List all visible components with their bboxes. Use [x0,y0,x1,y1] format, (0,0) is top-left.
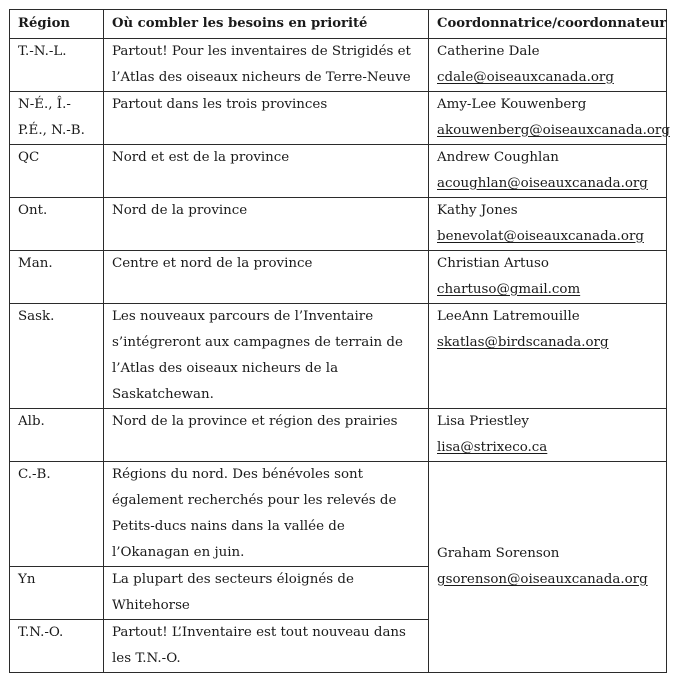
table-row [10,462,667,567]
coordinator-name: Kathy Jones [437,203,518,218]
needs-cell: Partout! L’Inventaire est tout nouveau dans les T.N.-O. [104,620,429,673]
needs-cell: Centre et nord de la province [104,251,429,304]
region-cell [10,92,104,145]
table-row [10,409,667,462]
coordinator-name: Amy-Lee Kouwenberg [437,97,587,112]
region-cell: Yn [10,567,104,620]
region-cell: QC [10,145,104,198]
coordinator-email-link[interactable]: cdale@oiseauxcanada.org [437,70,614,85]
region-cell: T.N.-O. [10,620,104,673]
coordinator-name: Christian Artuso [437,256,549,271]
needs-cell: Partout! Pour les inventaires de Strigidés et l’Atlas des oiseaux nicheurs de Terre-Neuve [104,39,429,92]
coordinator-email-link[interactable]: akouwenberg@oiseauxcanada.org [437,123,670,138]
table-row [10,198,667,251]
region-cell: Man. [10,251,104,304]
needs-cell: Les nouveaux parcours de l’Inventaire s’intégreront aux campagnes de terrain de l’Atlas des oiseaux nicheurs de la Saskatchewan. [104,304,429,409]
coordinator-cell-merged [429,462,667,673]
needs-cell: La plupart des secteurs éloignés de Whitehorse [104,567,429,620]
region-cell: Ont. [10,198,104,251]
coordinator-cell [429,198,667,251]
header-row [10,10,667,39]
coordinator-cell [429,304,667,409]
header-needs: Où combler les besoins en priorité [104,10,429,39]
table-row [10,145,667,198]
needs-cell: Nord de la province [104,198,429,251]
coordinator-name: Catherine Dale [437,44,540,59]
table-row [10,92,667,145]
table-row [10,304,667,409]
coordinator-cell [429,145,667,198]
region-cell: T.-N.-L. [10,39,104,92]
coordinators-table-container [9,9,670,673]
region-cell: Sask. [10,304,104,409]
coordinator-email-link[interactable]: benevolat@oiseauxcanada.org [437,229,644,244]
header-region: Région [10,10,104,39]
coordinator-email-link[interactable]: gsorenson@oiseauxcanada.org [437,572,648,587]
coordinator-cell [429,92,670,145]
coordinator-email-link[interactable]: chartuso@gmail.com [437,282,581,297]
coordinator-email-link[interactable]: lisa@strixeco.ca [437,440,548,455]
coordinator-name: Graham Sorenson [437,546,560,561]
coordinator-cell [429,39,667,92]
coordinator-email-link[interactable]: skatlas@birdscanada.org [437,335,609,350]
coordinator-email-link[interactable]: acoughlan@oiseauxcanada.org [437,176,648,191]
header-coordinator: Coordonnatrice/coordonnateur [429,10,667,39]
needs-cell: Régions du nord. Des bénévoles sont également recherchés pour les relevés de Petits-ducs nains dans la vallée de l’Okanagan en juin. [104,462,429,567]
coordinator-name: LeeAnn Latremouille [437,309,580,324]
coordinator-cell [429,409,667,462]
coordinator-name: Andrew Coughlan [437,150,559,165]
region-cell: C.-B. [10,462,104,567]
needs-cell: Nord de la province et région des prairies [104,409,429,462]
coordinator-cell [429,251,667,304]
needs-cell: Nord et est de la province [104,145,429,198]
coordinator-name: Lisa Priestley [437,414,529,429]
table-row [10,39,667,92]
coordinators-table [9,9,670,673]
region-text: N-É., Î.-P.É., N.-B. [18,97,85,138]
table-row [10,251,667,304]
region-cell: Alb. [10,409,104,462]
needs-cell: Partout dans les trois provinces [104,92,429,145]
